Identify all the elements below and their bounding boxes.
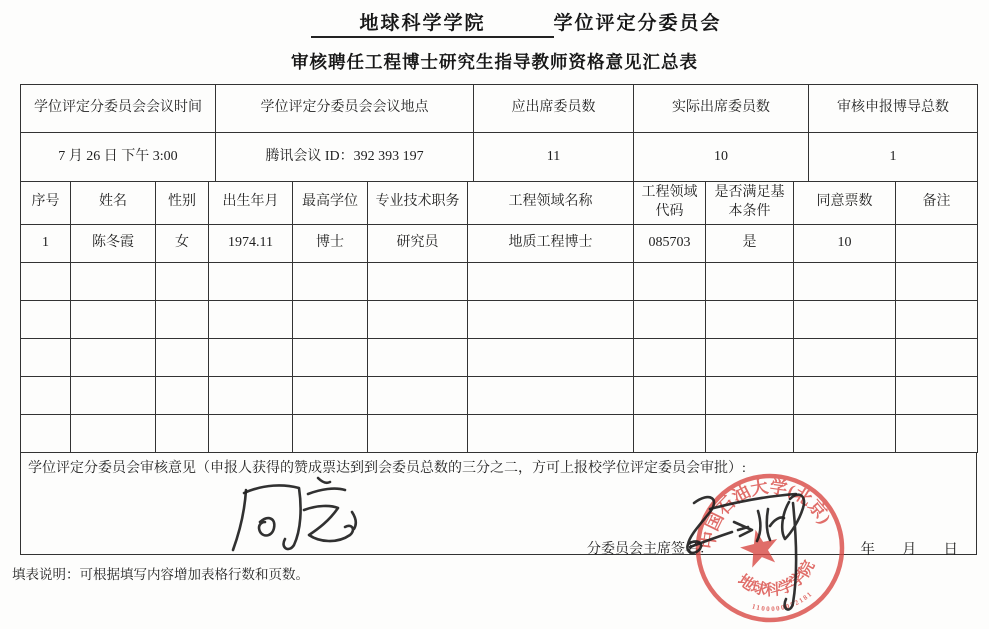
applicant-empty-cell [71,262,156,300]
meeting-value-cell: 7 月 26 日 下午 3:00 [21,133,216,182]
applicant-empty-cell [368,414,468,452]
applicant-empty-cell [156,338,209,376]
applicant-empty-cell [293,376,368,414]
dept-name: 地球科学学院 [357,8,487,38]
form-footnote: 填表说明：可根据填写内容增加表格行数和页数。 [12,567,309,582]
applicant-data-row [21,224,978,262]
applicant-cell: 085703 [634,224,706,262]
applicant-empty-cell [71,414,156,452]
chair-signature-label: 分委员会主席签名： [587,541,713,557]
applicant-empty-cell [21,300,71,338]
applicant-empty-cell [209,338,293,376]
meeting-header-row [21,85,978,133]
meeting-value-cell: 11 [474,133,634,182]
date-year-label: 年 [860,541,875,558]
applicant-empty-cell [21,338,71,376]
applicant-empty-cell [156,376,209,414]
applicant-empty-cell [706,300,794,338]
date-fields [861,538,959,559]
applicant-cell: 陈冬霞 [71,224,156,262]
applicant-column-header: 性别 [156,182,209,225]
applicant-empty-cell [368,376,468,414]
committee-title-line [311,8,721,38]
form-title: 审核聘任工程博士研究生指导教师资格意见汇总表 [291,52,698,72]
meeting-header-cell: 审核申报博导总数 [809,85,978,133]
meeting-header-cell: 学位评定分委员会会议时间 [21,85,216,133]
applicant-column-header: 工程领域名称 [468,182,634,225]
applicant-empty-cell [468,414,634,452]
applicant-empty-cell [896,300,978,338]
applicant-empty-cell [794,338,896,376]
meeting-header-cell: 学位评定分委员会会议地点 [216,85,474,133]
applicant-empty-cell [468,262,634,300]
applicant-cell: 地质工程博士 [468,224,634,262]
handwriting-stroke [233,490,246,550]
meeting-value-cell: 1 [809,133,978,182]
applicant-empty-row [21,338,978,376]
applicant-empty-cell [21,262,71,300]
applicant-cell: 女 [156,224,209,262]
meeting-value-cell: 10 [634,133,809,182]
applicant-empty-cell [896,262,978,300]
meeting-header-cell: 应出席委员数 [474,85,634,133]
applicant-empty-cell [794,376,896,414]
handwriting-stroke [710,494,796,509]
applicant-empty-cell [156,414,209,452]
applicant-column-header: 同意票数 [794,182,896,225]
applicant-empty-cell [156,300,209,338]
underline-blank [488,16,554,38]
applicant-empty-cell [794,414,896,452]
applicant-cell: 是 [706,224,794,262]
applicant-column-header: 工程领域代码 [634,182,706,225]
applicant-empty-cell [209,376,293,414]
applicant-empty-cell [896,338,978,376]
meeting-value-cell: 腾讯会议 ID：392 393 197 [216,133,474,182]
handwritten-approval [224,472,399,562]
handwriting-stroke [259,518,274,535]
handwriting-stroke [244,485,301,549]
chair-signature-handwriting [606,481,836,629]
applicant-column-header: 最高学位 [293,182,368,225]
applicant-cell: 博士 [293,224,368,262]
applicant-empty-cell [706,376,794,414]
meeting-value-row [21,133,978,182]
applicant-empty-cell [209,300,293,338]
applicant-empty-row [21,262,978,300]
applicant-empty-cell [896,414,978,452]
handwriting-stroke [308,478,345,494]
applicant-cell: 1 [21,224,71,262]
applicant-cell: 10 [794,224,896,262]
applicant-cell [896,224,978,262]
opinion-label: 学位评定分委员会审核意见（申报人获得的赞成票达到到会委员总数的三分之二，方可上报校学位评定委员会审批）: [28,460,746,476]
applicant-empty-cell [468,300,634,338]
applicant-empty-cell [706,262,794,300]
applicant-empty-cell [794,262,896,300]
applicant-column-header: 备注 [896,182,978,225]
applicant-empty-cell [71,300,156,338]
applicant-empty-cell [634,338,706,376]
date-day-label: 日 [943,541,958,558]
stamp-serial-number: 1100000052181 [750,589,815,613]
applicant-empty-cell [21,414,71,452]
applicant-empty-cell [71,376,156,414]
applicant-empty-cell [156,262,209,300]
applicant-empty-cell [21,376,71,414]
applicant-empty-cell [634,376,706,414]
stamp-bottom-text: 地球科学学院 [734,557,819,600]
handwriting-stroke [687,497,714,553]
committee-name: 学位评定分委员会 [553,13,722,34]
applicant-empty-cell [468,338,634,376]
applicant-column-header: 出生年月 [209,182,293,225]
applicant-header-row [21,182,978,225]
applicant-empty-cell [368,300,468,338]
applicant-empty-cell [634,414,706,452]
applicant-cell: 研究员 [368,224,468,262]
handwriting-stroke [757,509,784,541]
applicant-empty-cell [71,338,156,376]
underline-blank [311,16,357,38]
applicant-empty-cell [634,262,706,300]
applicant-empty-cell [209,414,293,452]
applicant-empty-cell [634,300,706,338]
applicant-column-header: 专业技术职务 [368,182,468,225]
applicant-empty-cell [209,262,293,300]
applicant-empty-cell [293,262,368,300]
applicant-empty-row [21,376,978,414]
meeting-info-table [20,84,978,182]
handwriting-stroke [304,506,356,541]
applicant-empty-row [21,300,978,338]
applicant-table [20,181,978,453]
applicant-column-header: 姓名 [71,182,156,225]
applicant-empty-cell [468,376,634,414]
applicant-empty-cell [794,300,896,338]
meeting-header-cell: 实际出席委员数 [634,85,809,133]
applicant-empty-cell [368,262,468,300]
applicant-empty-cell [293,300,368,338]
date-month-label: 月 [902,541,917,558]
applicant-empty-cell [896,376,978,414]
applicant-empty-cell [293,414,368,452]
handwriting-stroke [782,494,804,609]
applicant-empty-cell [293,338,368,376]
applicant-column-header: 是否满足基本条件 [706,182,794,225]
applicant-empty-row [21,414,978,452]
form-header [0,8,989,74]
applicant-cell: 1974.11 [209,224,293,262]
applicant-empty-cell [706,338,794,376]
applicant-empty-cell [706,414,794,452]
applicant-empty-cell [368,338,468,376]
stamp-top-text: 中国石油大学(北京) [697,476,836,550]
applicant-column-header: 序号 [21,182,71,225]
